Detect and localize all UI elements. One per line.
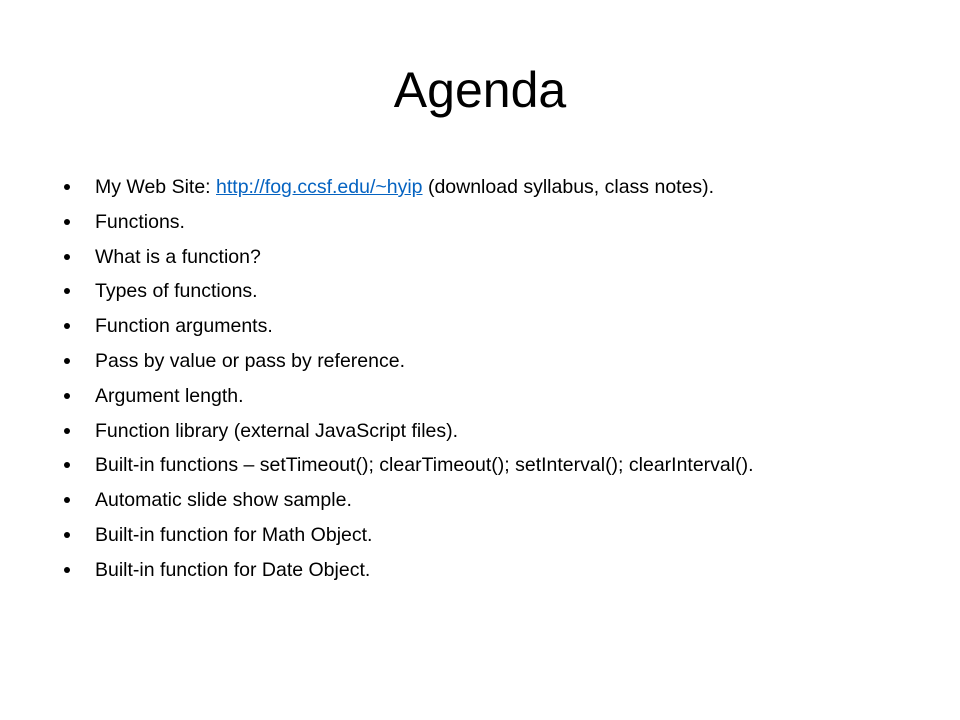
bullet-icon xyxy=(64,393,70,399)
list-item xyxy=(64,553,944,588)
list-item xyxy=(64,240,944,275)
list-item-text: What is a function? xyxy=(95,245,261,268)
list-item-website xyxy=(64,170,944,205)
bullet-icon xyxy=(64,428,70,434)
bullet-icon xyxy=(64,323,70,329)
bullet-icon xyxy=(64,532,70,538)
list-item-text: Types of functions. xyxy=(95,280,258,303)
list-item xyxy=(64,379,944,414)
website-prefix: My Web Site: xyxy=(95,176,217,198)
slide-title: Agenda xyxy=(393,62,567,118)
list-item xyxy=(64,309,944,344)
list-item xyxy=(64,274,944,309)
list-item-text: Function library (external JavaScript files). xyxy=(95,419,459,442)
list-item xyxy=(64,414,944,449)
agenda-list xyxy=(64,170,944,588)
list-item-text: Pass by value or pass by reference. xyxy=(95,349,405,372)
list-item xyxy=(64,483,944,518)
website-link[interactable]: http://fog.ccsf.edu/~hyip xyxy=(216,176,423,198)
bullet-icon xyxy=(64,358,70,364)
list-item-text: Built-in functions – setTimeout(); clearTimeout(); setInterval(); clearInterval(). xyxy=(95,454,754,477)
bullet-icon xyxy=(64,462,70,468)
list-item-text: Built-in function for Date Object. xyxy=(95,558,371,581)
list-item-text: Argument length. xyxy=(95,384,244,407)
list-item xyxy=(64,518,944,553)
website-suffix: (download syllabus, class notes). xyxy=(422,176,715,198)
list-item xyxy=(64,344,944,379)
list-item-text: Functions. xyxy=(95,210,185,233)
list-item-text: Built-in function for Math Object. xyxy=(95,523,373,546)
bullet-icon xyxy=(64,184,70,190)
bullet-icon xyxy=(64,567,70,573)
bullet-icon xyxy=(64,254,70,260)
bullet-icon xyxy=(64,497,70,503)
list-item-text: Function arguments. xyxy=(95,315,273,338)
bullet-icon xyxy=(64,288,70,294)
list-item xyxy=(64,448,944,483)
bullet-icon xyxy=(64,219,70,225)
list-item-text: Automatic slide show sample. xyxy=(95,489,352,512)
list-item xyxy=(64,205,944,240)
